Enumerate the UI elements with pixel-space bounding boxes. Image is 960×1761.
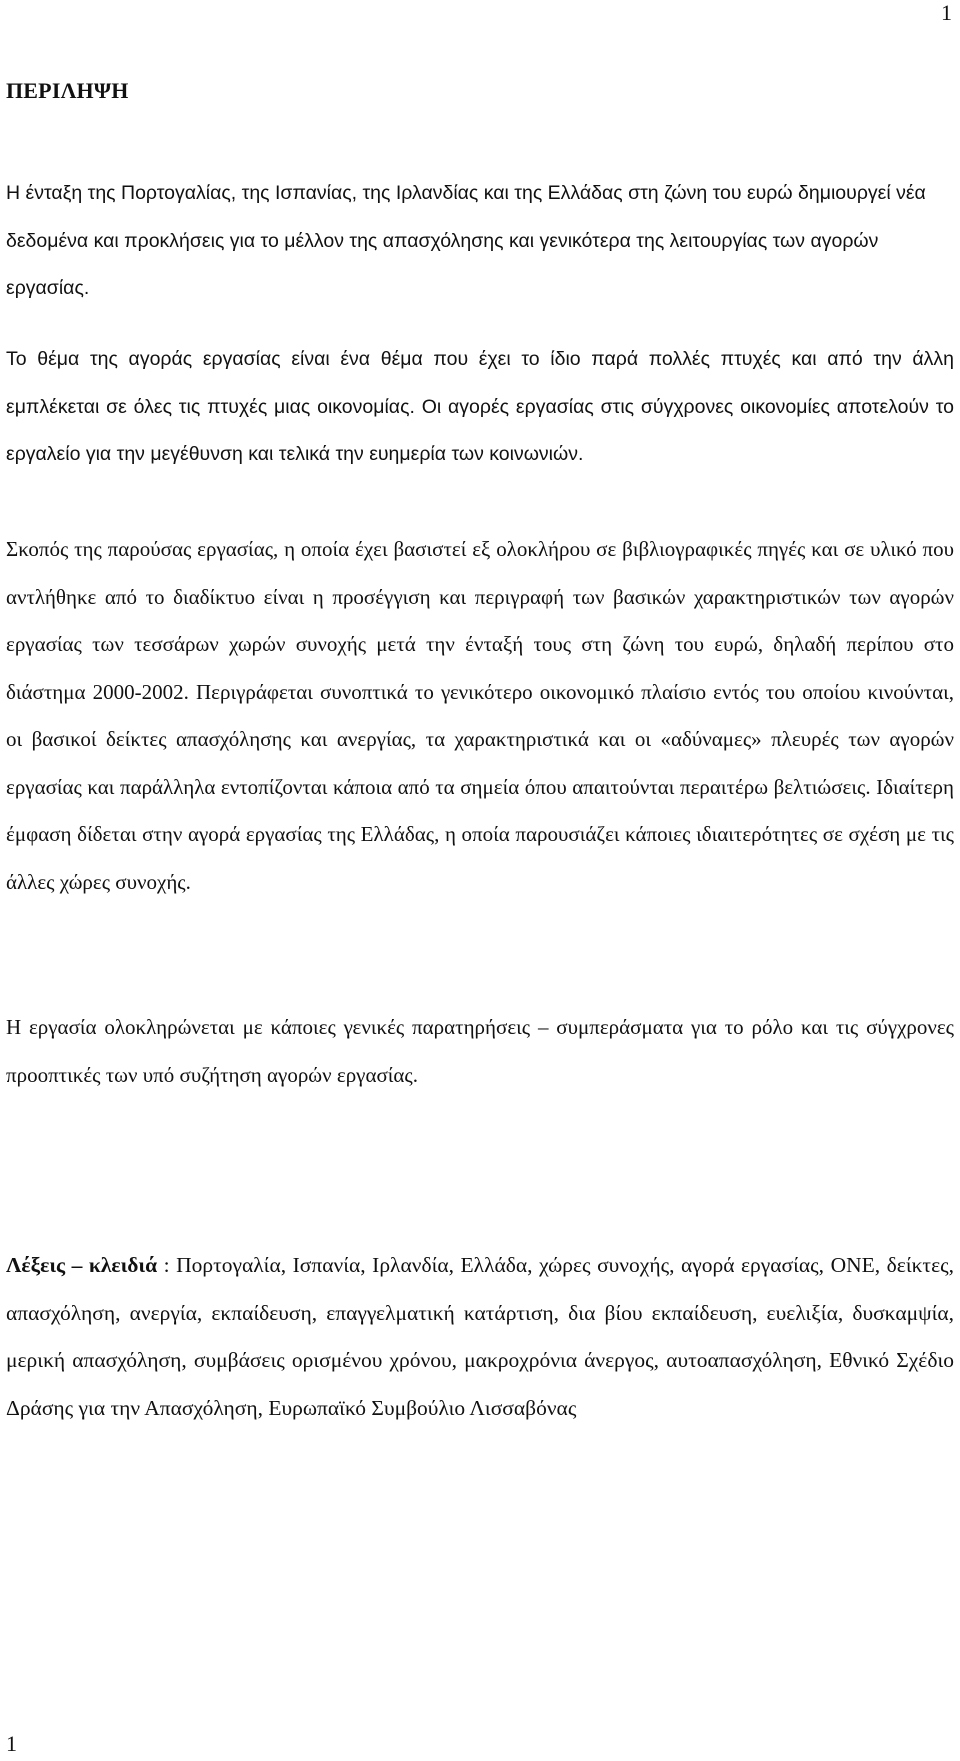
abstract-paragraph-3: Σκοπός της παρούσας εργασίας, η οποία έχει βασιστεί εξ ολοκλήρου σε βιβλιογραφικές πηγές και σε υλικό που αντλήθηκε από το διαδίκτυο είναι η προσέγγιση και περιγραφή των βασικών χαρακτηριστικών των αγορών εργασίας των τεσσάρων χωρών συνοχής μετά την ένταξή τους στη ζώνη του ευρώ, δηλαδή περίπου στο διάστημα 2000-2002. Περιγράφεται συνοπτικά το γενικότερο οικονομικό πλαίσιο εντός του οποίου κινούνται, οι βασικοί δείκτες απασχόλησης και ανεργίας, τα χαρακτηριστικά και οι «αδύναμες» πλευρές των αγορών εργασίας και παράλληλα εντοπίζονται κάποια από τα σημεία όπου απαιτούνται περαιτέρω βελτιώσεις. Ιδιαίτερη έμφαση δίδεται στην αγορά εργασίας της Ελλάδας, η οποία παρουσιάζει κάποιες ιδιαιτερότητες σε σχέση με τις άλλες χώρες συνοχής. xyxy=(6,537,954,894)
page-number-bottom: 1 xyxy=(6,1731,17,1756)
keywords-paragraph xyxy=(6,1242,954,1432)
keywords-label: Λέξεις – κλειδιά xyxy=(6,1253,158,1277)
abstract-paragraph-4: Η εργασία ολοκληρώνεται με κάποιες γενικές παρατηρήσεις – συμπεράσματα για το ρόλο και τις σύγχρονες προοπτικές των υπό συζήτηση αγορών εργασίας. xyxy=(6,1015,954,1087)
keywords-list: Πορτογαλία, Ισπανία, Ιρλανδία, Ελλάδα, χώρες συνοχής, αγορά εργασίας, ΟΝΕ, δείκτες, απασχόληση, ανεργία, εκπαίδευση, επαγγελματική κατάρτιση, δια βίου εκπαίδευση, ευελιξία, δυσκαμψία, μερική απασχόληση, συμβάσεις ορισμένου χρόνου, μακροχρόνια άνεργος, αυτοαπασχόληση, Εθνικό Σχέδιο Δράσης για την Απασχόληση, Ευρωπαϊκό Συμβούλιο Λισσαβόνας xyxy=(6,1253,954,1420)
abstract-paragraph-2: Το θέμα της αγοράς εργασίας είναι ένα θέμα που έχει το ίδιο παρά πολλές πτυχές και από την άλλη εμπλέκεται σε όλες τις πτυχές μιας οικονομίας. Οι αγορές εργασίας στις σύγχρονες οικονομίες αποτελούν το εργαλείο για την μεγέθυνση και τελικά την ευημερία των κοινωνιών. xyxy=(6,348,954,465)
page-number-top: 1 xyxy=(941,0,952,25)
keywords-separator: : xyxy=(157,1253,177,1277)
abstract-paragraph-1: Η ένταξη της Πορτογαλίας, της Ισπανίας, της Ιρλανδίας και της Ελλάδας στη ζώνη του ευρώ δημιουργεί νέα δεδομένα και προκλήσεις για το μέλλον της απασχόλησης και γενικότερα της λειτουργίας των αγορών εργασίας. xyxy=(6,182,926,299)
abstract-heading: ΠΕΡΙΛΗΨΗ xyxy=(6,78,129,103)
